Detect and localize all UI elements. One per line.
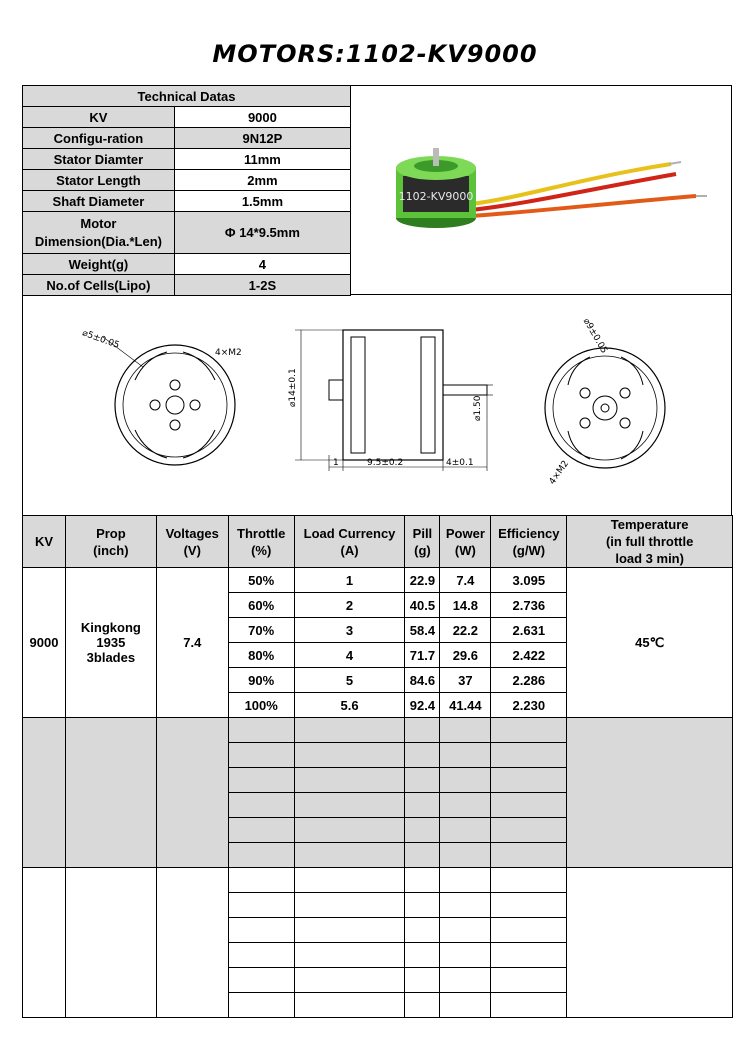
empty-cell <box>294 943 405 968</box>
dim-label: ⌀9±0.05 <box>580 316 609 356</box>
empty-cell <box>228 793 294 818</box>
cell-load: 2 <box>294 593 405 618</box>
prop-text: Kingkong <box>80 620 141 635</box>
empty-cell <box>405 893 440 918</box>
prop-text: 1935 <box>96 635 126 650</box>
spec-label: Stator Length <box>23 170 175 191</box>
cell-pill: 22.9 <box>405 568 440 593</box>
spec-value: 2mm <box>174 170 350 191</box>
header-text: Load Currency <box>303 525 396 541</box>
spec-value: 1-2S <box>174 275 350 296</box>
empty-cell <box>228 718 294 743</box>
empty-cell <box>405 843 440 868</box>
empty-cell <box>228 943 294 968</box>
header-text: (A) <box>340 542 359 558</box>
empty-cell <box>440 993 491 1018</box>
spec-label-line1: Motor <box>80 215 117 231</box>
header-text: Power <box>445 525 485 541</box>
cell-power: 41.44 <box>440 693 491 718</box>
cell-load: 3 <box>294 618 405 643</box>
cell-efficiency: 2.230 <box>491 693 567 718</box>
motor-photo-panel <box>351 85 732 295</box>
cell-throttle: 100% <box>228 693 294 718</box>
dim-label: ⌀1.50 <box>473 395 483 421</box>
empty-cell <box>440 768 491 793</box>
empty-cell <box>567 868 733 1018</box>
dim-label: ⌀14±0.1 <box>288 368 298 407</box>
empty-cell <box>405 943 440 968</box>
empty-cell <box>491 768 567 793</box>
empty-cell <box>294 818 405 843</box>
empty-cell <box>228 743 294 768</box>
header-efficiency <box>491 516 567 568</box>
cell-prop <box>65 568 156 718</box>
empty-cell <box>405 743 440 768</box>
empty-cell <box>491 793 567 818</box>
spec-label: Weight(g) <box>23 254 175 275</box>
empty-cell <box>440 893 491 918</box>
empty-cell <box>405 793 440 818</box>
dim-label: 4×M2 <box>547 459 572 487</box>
cell-power: 37 <box>440 668 491 693</box>
empty-cell <box>228 893 294 918</box>
spec-value: 11mm <box>174 149 350 170</box>
technical-data-table <box>22 85 351 296</box>
page-title: MOTORS:1102-KV9000 <box>212 40 538 68</box>
cell-throttle: 50% <box>228 568 294 593</box>
header-text: load 3 min) <box>615 551 684 566</box>
header-temperature <box>567 516 733 568</box>
empty-cell <box>440 718 491 743</box>
header-text: Pill <box>412 525 433 541</box>
empty-cell <box>23 718 66 868</box>
header-text: Throttle <box>237 525 286 541</box>
cell-efficiency: 3.095 <box>491 568 567 593</box>
cell-voltage: 7.4 <box>156 568 228 718</box>
empty-group-white <box>23 868 733 1018</box>
empty-cell <box>491 993 567 1018</box>
cell-load: 5.6 <box>294 693 405 718</box>
front-view-left <box>81 328 242 465</box>
empty-cell <box>405 968 440 993</box>
dim-label: 1 <box>333 458 339 468</box>
header-text: Temperature <box>610 517 689 532</box>
dim-label: ⌀5±0.05 <box>80 328 121 351</box>
cell-power: 7.4 <box>440 568 491 593</box>
technical-data-header: Technical Datas <box>23 86 351 107</box>
empty-cell <box>228 818 294 843</box>
empty-cell <box>23 868 66 1018</box>
spec-label <box>23 212 175 254</box>
empty-cell <box>405 918 440 943</box>
technical-drawing-panel <box>22 295 732 516</box>
cell-power: 22.2 <box>440 618 491 643</box>
empty-cell <box>491 718 567 743</box>
cell-efficiency: 2.286 <box>491 668 567 693</box>
empty-cell <box>491 868 567 893</box>
empty-cell <box>156 868 228 1018</box>
header-text: (%) <box>251 542 272 558</box>
empty-cell <box>228 993 294 1018</box>
header-load <box>294 516 405 568</box>
empty-cell <box>405 718 440 743</box>
prop-text: 3blades <box>86 650 136 665</box>
front-view-right <box>545 317 665 487</box>
header-kv: KV <box>23 516 66 568</box>
spec-value: 1.5mm <box>174 191 350 212</box>
cell-pill: 71.7 <box>405 643 440 668</box>
empty-cell <box>491 818 567 843</box>
empty-group-grey <box>23 718 733 868</box>
empty-cell <box>294 893 405 918</box>
dim-label: 4×M2 <box>215 348 242 358</box>
header-text: (in full throttle <box>605 534 694 549</box>
technical-drawing <box>23 295 733 515</box>
cell-temperature: 45℃ <box>567 568 733 718</box>
empty-cell <box>440 943 491 968</box>
empty-cell <box>491 893 567 918</box>
empty-cell <box>228 968 294 993</box>
spec-value: Φ 14*9.5mm <box>174 212 350 254</box>
header-text: (W) <box>454 542 476 558</box>
empty-cell <box>440 868 491 893</box>
empty-cell <box>491 918 567 943</box>
empty-cell <box>567 718 733 868</box>
header-text: Voltages <box>165 525 219 541</box>
cell-pill: 92.4 <box>405 693 440 718</box>
cell-throttle: 90% <box>228 668 294 693</box>
spec-label: No.of Cells(Lipo) <box>23 275 175 296</box>
empty-cell <box>65 868 156 1018</box>
empty-cell <box>440 793 491 818</box>
spec-value: 9000 <box>174 107 350 128</box>
cell-throttle: 80% <box>228 643 294 668</box>
spec-label: Stator Diamter <box>23 149 175 170</box>
empty-cell <box>405 993 440 1018</box>
empty-cell <box>440 843 491 868</box>
empty-cell <box>294 743 405 768</box>
empty-cell <box>228 768 294 793</box>
empty-cell <box>405 768 440 793</box>
cell-kv: 9000 <box>23 568 66 718</box>
cell-throttle: 70% <box>228 618 294 643</box>
empty-cell <box>405 868 440 893</box>
header-text: (inch) <box>93 542 129 558</box>
empty-cell <box>294 868 405 893</box>
cell-load: 1 <box>294 568 405 593</box>
header-prop <box>65 516 156 568</box>
cell-efficiency: 2.736 <box>491 593 567 618</box>
empty-cell <box>491 743 567 768</box>
empty-cell <box>228 868 294 893</box>
performance-table <box>22 515 733 1018</box>
empty-cell <box>440 743 491 768</box>
spec-label: Configu-ration <box>23 128 175 149</box>
header-throttle <box>228 516 294 568</box>
header-text: Prop <box>96 525 126 541</box>
empty-cell <box>228 918 294 943</box>
cell-pill: 40.5 <box>405 593 440 618</box>
spec-value: 4 <box>174 254 350 275</box>
header-text: (V) <box>183 542 201 558</box>
empty-cell <box>405 818 440 843</box>
header-power <box>440 516 491 568</box>
empty-cell <box>294 843 405 868</box>
header-text: (g) <box>414 542 431 558</box>
header-text: Efficiency <box>498 525 560 541</box>
cell-load: 4 <box>294 643 405 668</box>
empty-cell <box>440 968 491 993</box>
empty-cell <box>294 968 405 993</box>
spec-value: 9N12P <box>174 128 350 149</box>
empty-cell <box>65 718 156 868</box>
empty-cell <box>491 968 567 993</box>
empty-cell <box>294 718 405 743</box>
header-pill <box>405 516 440 568</box>
empty-cell <box>294 918 405 943</box>
cell-load: 5 <box>294 668 405 693</box>
cell-pill: 58.4 <box>405 618 440 643</box>
header-text: (g/W) <box>512 542 546 558</box>
cell-pill: 84.6 <box>405 668 440 693</box>
side-view <box>288 330 493 471</box>
dim-label: 9.5±0.2 <box>367 458 404 468</box>
empty-cell <box>491 943 567 968</box>
motor-photo <box>351 86 731 296</box>
spec-label: Shaft Diameter <box>23 191 175 212</box>
cell-power: 29.6 <box>440 643 491 668</box>
motor-label-text: 1102-KV9000 <box>398 190 474 203</box>
dim-label: 4±0.1 <box>446 458 474 468</box>
spec-label-line2: Dimension(Dia.*Len) <box>34 233 162 249</box>
empty-cell <box>294 793 405 818</box>
empty-cell <box>228 843 294 868</box>
cell-throttle: 60% <box>228 593 294 618</box>
empty-cell <box>440 918 491 943</box>
cell-efficiency: 2.422 <box>491 643 567 668</box>
cell-power: 14.8 <box>440 593 491 618</box>
empty-cell <box>491 843 567 868</box>
empty-cell <box>294 993 405 1018</box>
spec-label: KV <box>23 107 175 128</box>
empty-cell <box>156 718 228 868</box>
header-voltage <box>156 516 228 568</box>
empty-cell <box>294 768 405 793</box>
cell-efficiency: 2.631 <box>491 618 567 643</box>
empty-cell <box>440 818 491 843</box>
